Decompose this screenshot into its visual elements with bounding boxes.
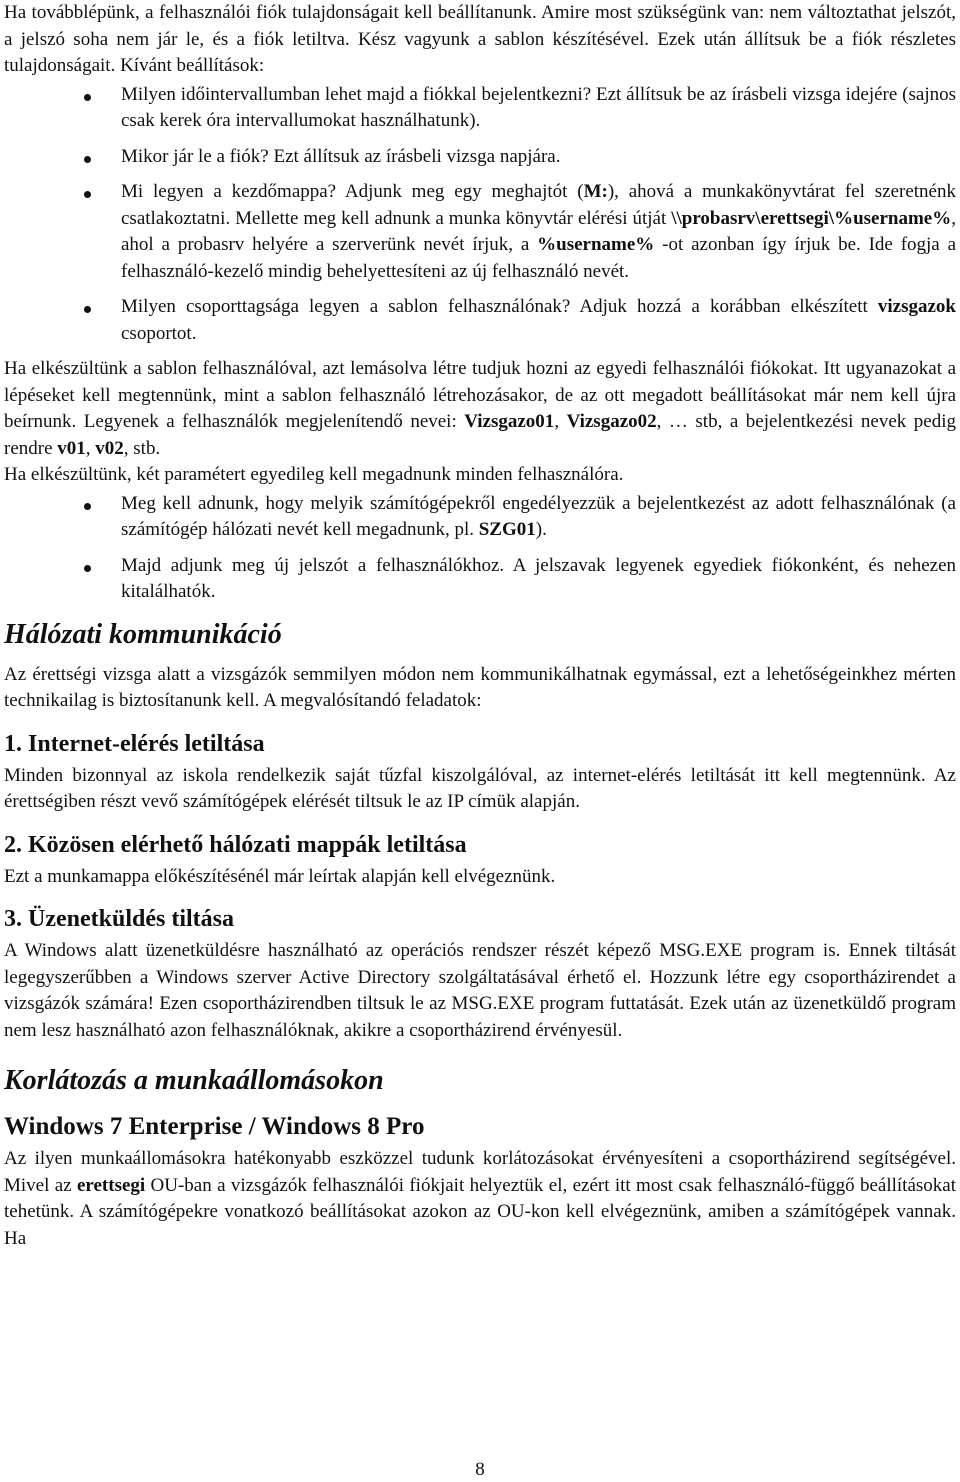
text-fragment: Ha elkészültünk a sablon felhasználóval, azt lemásolva létre tudjuk hozni az egyedi felhasználói fiókokat. Itt ugyanazokat a lépéseket kell megtennünk, mint a sablon felhasználó létrehozásakor, de az ott megadott beállításokat már nem kell újra beírnunk. Legyenek a felhasználók megjelenítendő nevei: — [4, 358, 956, 432]
list-item — [4, 491, 956, 544]
display-name: Vizsgazo01 — [464, 411, 555, 432]
text-fragment: ), ahová a munkakönyvtárat fel szeretnénk csatlakoztatni. Mellette meg kell adnunk a munka könyvtár elérési útját — [121, 181, 956, 229]
document-page — [4, 0, 956, 1252]
parameters-list — [4, 491, 956, 606]
subsection-heading-messaging: 3. Üzenetküldés tiltása — [4, 906, 234, 932]
list-item — [4, 179, 956, 285]
network-intro-paragraph: Az érettségi vizsga alatt a vizsgázók semmilyen módon nem kommunikálhatnak egymással, ezt a lehetőségeinkhez mérten technikailag is biztosítanunk kell. A megvalósítandó feladatok: — [4, 663, 956, 711]
text-fragment: , — [554, 411, 567, 432]
list-item — [4, 553, 956, 606]
text-fragment: csoportot. — [121, 322, 197, 344]
list-item — [4, 82, 956, 135]
bullet-icon — [84, 503, 91, 510]
subsection-heading-internet: 1. Internet-elérés letiltása — [4, 730, 265, 757]
list-item-text: Mikor jár le a fiók? Ezt állítsuk az írásbeli vizsga napjára. — [121, 145, 561, 167]
bullet-icon — [84, 94, 91, 101]
text-fragment: , stb. — [123, 437, 161, 459]
copy-paragraph — [4, 356, 956, 462]
text-fragment: Az ilyen munkaállomásokra hatékonyabb eszközzel tudunk korlátozásokat érvényesíteni a csoportházirend segítségével. Mivel az — [4, 1148, 956, 1196]
section-heading-workstations: Korlátozás a munkaállomásokon — [4, 1065, 384, 1096]
intro-paragraph: Ha továbblépünk, a felhasználói fiók tulajdonságait kell beállítanunk. Amire most szükségünk van: nem változtathat jelszót, a jelszó soha nem jár le, és a fiók letiltva. Kész vagyunk a sablon készítésével. Ezek után állítsuk be a fiók részletes tulajdonságait. Kívánt beállítások: — [4, 2, 956, 76]
subsection-heading-windows: Windows 7 Enterprise / Windows 8 Pro — [4, 1113, 425, 1140]
subsection-heading-shared-folders: 2. Közösen elérhető hálózati mappák letiltása — [4, 831, 467, 858]
text-fragment: -ot azonban így írjuk be. Ide fogja a felhasználó-kezelő mindig behelyettesíteni az új felhasználó nevét. — [121, 234, 957, 282]
group-name: vizsgazok — [877, 296, 956, 317]
text-fragment: , … stb, a bejelentkezési nevek pedig rendre — [4, 411, 956, 459]
bullet-icon — [84, 565, 91, 572]
text-fragment: Milyen csoporttagsága legyen a sablon felhasználónak? Adjuk hozzá a korábban elkészített — [121, 296, 878, 317]
home-folder-path: \\probasrv\erettsegi\%username% — [671, 207, 952, 229]
page-number: 8 — [475, 1459, 485, 1480]
parameters-paragraph: Ha elkészültünk, két paramétert egyedileg kell megadnunk minden felhasználóra. — [4, 464, 624, 485]
shared-folders-paragraph: Ezt a munkamappa előkészítésénél már leírtak alapján kell elvégeznünk. — [4, 865, 556, 887]
workstations-paragraph — [4, 1146, 956, 1252]
bullet-icon — [84, 191, 91, 198]
list-item-text: Milyen időintervallumban lehet majd a fiókkal bejelentkezni? Ezt állítsuk be az írásbeli vizsga idejére (sajnos csak kerek óra intervallumokat használhatunk). — [121, 83, 956, 131]
list-item-text: Majd adjunk meg új jelszót a felhasználókhoz. A jelszavak legyenek egyediek fiókonként, és nehezen kitalálhatók. — [121, 554, 956, 602]
settings-list — [4, 82, 956, 348]
internet-paragraph: Minden bizonnyal az iskola rendelkezik saját tűzfal kiszolgálóval, az internet-elérés letiltását itt kell megtennünk. Az érettségiben részt vevő számítógépek elérését tiltsuk le az IP címük alapján. — [4, 764, 956, 812]
text-fragment: Meg kell adnunk, hogy melyik számítógépekről engedélyezzük a bejelentkezést az adott felhasználónak (a számítógép hálózati nevét kell megadnunk, pl. — [121, 492, 956, 540]
computer-name: SZG01 — [478, 519, 536, 540]
ou-name: erettsegi — [76, 1174, 146, 1196]
login-name: v02 — [95, 437, 124, 459]
text-fragment: , — [85, 437, 96, 459]
section-heading-network: Hálózati kommunikáció — [4, 618, 282, 650]
list-item — [4, 144, 956, 171]
display-name: Vizsgazo02 — [566, 411, 657, 432]
text-fragment: OU-ban a vizsgázók felhasználói fiókjait helyeztük el, ezért itt most csak felhasználó-függő beállításokat tehetünk. A számítógépekre vonatkozó beállításokat azokon az OU-kon kell elvégeznünk, amiben a számítógépek vannak. Ha — [4, 1174, 956, 1249]
bullet-icon — [84, 156, 91, 163]
username-variable: %username% — [537, 234, 655, 255]
bullet-icon — [84, 306, 91, 313]
text-fragment: , ahol a probasrv helyére a szerverünk nevét írjuk, a — [121, 207, 956, 255]
text-fragment: Mi legyen a kezdőmappa? Adjunk meg egy meghajtót ( — [121, 181, 584, 202]
login-name: v01 — [57, 437, 86, 459]
list-item — [4, 294, 956, 347]
messaging-paragraph: A Windows alatt üzenetküldésre használható az operációs rendszer részét képező MSG.EXE program is. Ennek tiltását legegyszerűbben a Windows szerver Active Directory szolgáltatásával érhető el. Hozzunk létre egy csoportházirendet a vizsgázók számára! Ezen csoportházirendben tiltsuk le az MSG.EXE program futtatását. Ezek után az üzenetküldő program nem lesz használható azon felhasználóknak, akikre a csoportházirend érvényesül. — [4, 940, 956, 1041]
drive-letter: M: — [583, 181, 608, 202]
text-fragment: ). — [535, 519, 547, 540]
